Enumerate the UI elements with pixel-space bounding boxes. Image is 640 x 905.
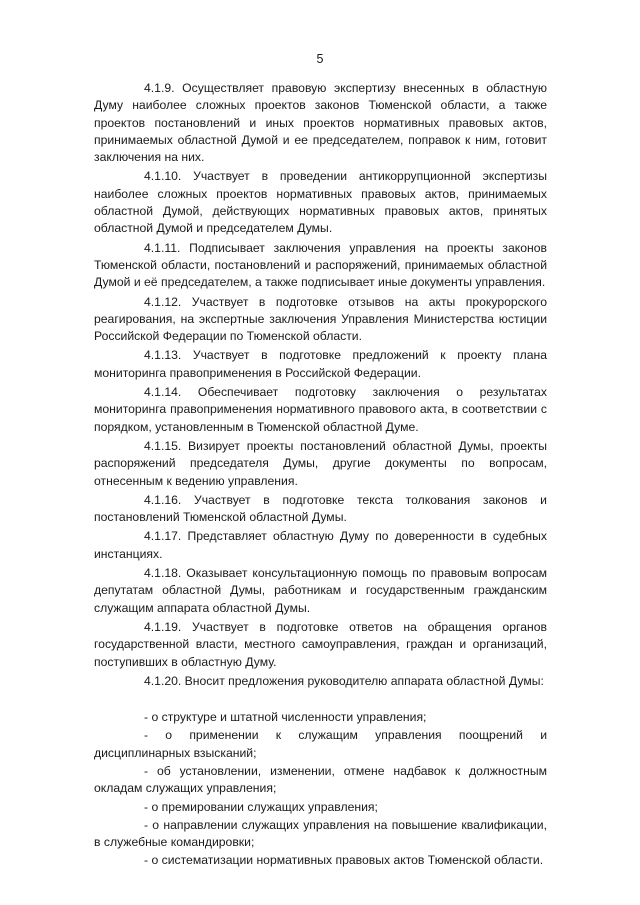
list-item: - о направлении служащих управления на повышение квалификации, в служебные командировки; bbox=[94, 817, 547, 850]
paragraph-4-1-18: 4.1.18. Оказывает консультационную помощь по правовым вопросам депутатам областной Думы, работникам и государственным гражданским служащим аппарата областной Думы. bbox=[94, 566, 547, 615]
paragraph-4-1-14: 4.1.14. Обеспечивает подготовку заключения о результатах мониторинга правоприменения нормативного правового акта, в соответствии с порядком, установленным в Тюменской областной Думе. bbox=[94, 385, 547, 434]
paragraph-4-1-10: 4.1.10. Участвует в проведении антикоррупционной экспертизы наиболее сложных проектов нормативных правовых актов, принимаемых областной Думой, действующих нормативных правовых актов, принятых областной Думой и председателем Думы. bbox=[94, 169, 547, 236]
document-body bbox=[94, 80, 547, 871]
paragraph-4-1-11: 4.1.11. Подписывает заключения управления на проекты законов Тюменской области, постановлений и распоряжений, принимаемых областной Думой и её председателем, а также подписывает иные документы управления. bbox=[94, 240, 547, 290]
list-item: - о премировании служащих управления; bbox=[144, 799, 378, 814]
paragraph-4-1-16: 4.1.16. Участвует в подготовке текста толкования законов и постановлений Тюменской областной Думы. bbox=[94, 492, 547, 525]
paragraph-4-1-15: 4.1.15. Визирует проекты постановлений областной Думы, проекты распоряжений председателя Думы, другие документы по вопросам, отнесенным к ведению управления. bbox=[94, 438, 547, 488]
paragraph-4-1-17: 4.1.17. Представляет областную Думу по доверенности в судебных инстанциях. bbox=[94, 529, 547, 561]
page-number: 5 bbox=[316, 52, 324, 66]
paragraph-4-1-9: 4.1.9. Осуществляет правовую экспертизу внесенных в областную Думу наиболее сложных проектов законов Тюменской области, а также проектов постановлений и иных проектов нормативных правовых актов, принимаемых областной Думой и ее председателем, поправок к ним, готовит заключения на них. bbox=[94, 81, 547, 165]
paragraph-4-1-12: 4.1.12. Участвует в подготовке отзывов на акты прокурорского реагирования, на экспертные заключения Управления Министерства юстиции Российской Федерации по Тюменской области. bbox=[94, 294, 547, 344]
paragraph-4-1-20: 4.1.20. Вносит предложения руководителю аппарата областной Думы: bbox=[144, 673, 544, 688]
list-item: - о систематизации нормативных правовых актов Тюменской области. bbox=[144, 853, 544, 868]
list-item: - об установлении, изменении, отмене надбавок к должностным окладам служащих управления; bbox=[94, 763, 547, 796]
paragraph-4-1-13: 4.1.13. Участвует в подготовке предложений к проекту плана мониторинга правоприменения в Российской Федерации. bbox=[94, 348, 547, 380]
list-item: - о структуре и штатной численности управления; bbox=[144, 710, 427, 725]
paragraph-4-1-19: 4.1.19. Участвует в подготовке ответов на обращения органов государственной власти, местного самоуправления, граждан и организаций, поступивших в областную Думу. bbox=[94, 619, 547, 669]
list-item: - о применении к служащим управления поощрений и дисциплинарных взысканий; bbox=[94, 728, 547, 760]
